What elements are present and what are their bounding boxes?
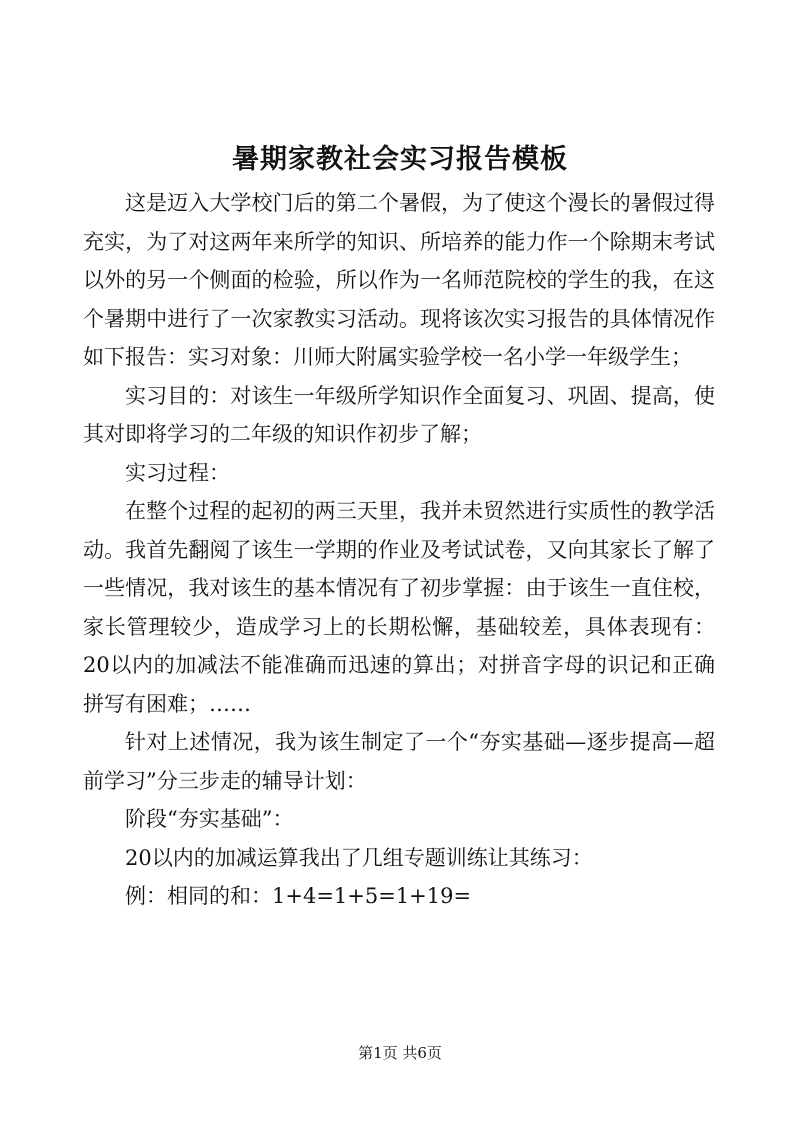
- document-body: [83, 184, 715, 916]
- paragraph-plan: 针对上述情况，我为该生制定了一个“夯实基础—逐步提高—超前学习”分三步走的辅导计划：: [83, 730, 715, 793]
- paragraph-exercise-intro: 20以内的加减运算我出了几组专题训练让其练习：: [125, 845, 593, 870]
- paragraph-stage-heading: 阶段“夯实基础”：: [125, 807, 294, 831]
- page-footer: 第1页 共6页: [358, 1044, 442, 1062]
- paragraph-process-detail: 在整个过程的起初的两三天里，我并未贸然进行实质性的教学活动。我首先翻阅了该生一学期的作业及考试试卷，又向其家长了解了一些情况，我对该生的基本情况有了初步掌握：由于该生一直住校，家长管理较少，造成学习上的长期松懈，基础较差，具体表现有：20以内的加减法不能准确而迅速的算出；对拼音字母的识记和正确拼写有困难；……: [83, 499, 715, 716]
- paragraph-example: 例：相同的和：1+4=1+5=1+19=: [125, 884, 472, 908]
- paragraph-process-heading: 实习过程：: [125, 460, 230, 485]
- document-title: 暑期家教社会实习报告模板: [232, 144, 568, 175]
- paragraph-intro: 这是迈入大学校门后的第二个暑假，为了使这个漫长的暑假过得充实，为了对这两年来所学的知识、所培养的能力作一个除期末考试以外的另一个侧面的检验，所以作为一名师范院校的学生的我，在这个暑期中进行了一次家教实习活动。现将该次实习报告的具体情况作如下报告：实习对象：川师大附属实验学校一名小学一年级学生；: [83, 191, 715, 369]
- paragraph-purpose: 实习目的：对该生一年级所学知识作全面复习、巩固、提高，使其对即将学习的二年级的知识作初步了解；: [83, 383, 715, 446]
